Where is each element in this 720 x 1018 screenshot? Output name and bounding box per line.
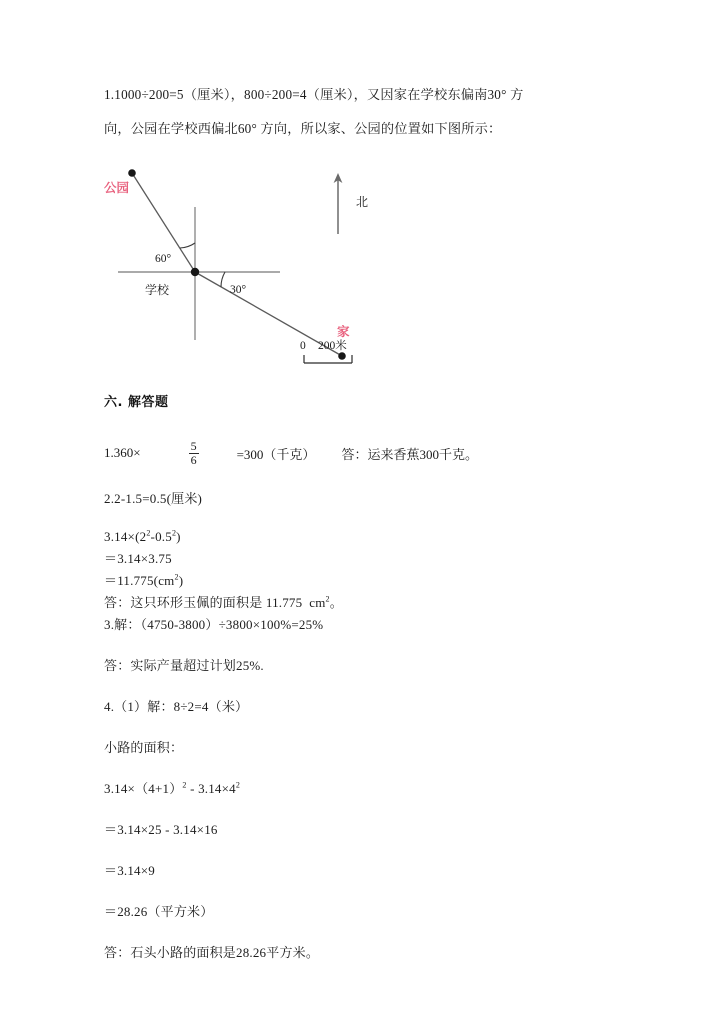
superscript-two-b: 2 [171,528,177,538]
problem-2b-line-2: ＝3.14×3.75 [104,551,172,567]
problem-1-answer: 答：运来香蕉300千克。 [341,446,478,462]
problem-4-line-4: ＝3.14×25 - 3.14×16 [104,822,218,838]
direction-bearing-diagram [104,160,404,365]
point-school [191,268,199,276]
superscript-two-d: 2 [325,594,330,604]
problem-2b-line-3 [104,570,624,589]
angle-arc-60 [180,243,195,248]
p2b-ans-b: 。 [329,595,343,611]
p2b-l1-c: ) [176,529,181,545]
superscript-two-c: 2 [174,572,179,582]
problem-1-line [104,440,624,466]
problem-2b-answer [104,592,624,611]
problem-1-prefix: 1.360× [104,445,141,461]
problem-4-line-5: ＝3.14×9 [104,863,155,879]
fraction-5-6 [189,440,199,466]
p2b-ans-a: 答：这只环形玉佩的面积是 11.775 cm [104,595,326,611]
label-home: 家 [337,324,350,339]
point-park [128,169,136,177]
problem-4-line-3 [104,778,624,797]
p2b-l1-b: -0.5 [150,529,172,545]
answer-1-line-2: 向，公园在学校西偏北60° 方向，所以家、公园的位置如下图所示： [104,121,502,136]
problem-3-line-1: 3.解：（4750-3800）÷3800×100%=25% [104,617,324,633]
problem-4-answer: 答：石头小路的面积是28.26平方米。 [104,945,320,961]
superscript-two-a: 2 [146,528,151,538]
label-north: 北 [356,195,369,209]
angle-arc-30 [221,272,225,287]
problem-1-result: =300（千克） [236,446,316,462]
p2b-l3-a: ＝11.775(cm [104,573,175,589]
superscript-two-e: 2 [182,780,187,790]
label-angle-30: 30° [230,284,247,296]
problem-2-line-1: 2.2-1.5=0.5(厘米) [104,491,203,507]
label-school: 学校 [145,283,170,297]
superscript-two-f: 2 [235,780,241,790]
scale-label-value: 200米 [318,340,347,352]
problem-2b-line-1 [104,529,624,545]
problem-4-line-6: ＝28.26（平方米） [104,904,214,920]
answer-1-line-1: 1.1000÷200=5（厘米），800÷200=4（厘米），又因家在学校东偏南30° 方 [104,87,524,102]
problem-3-answer: 答：实际产量超过计划25%. [104,658,264,674]
scale-bar-group [300,335,420,371]
problem-4-line-2: 小路的面积： [104,740,184,756]
page-content [104,78,624,961]
fraction-denominator: 6 [190,452,197,467]
p4-l3-a: 3.14×（4+1） [104,781,183,797]
p4-l3-b: - 3.14×4 [186,781,236,797]
label-angle-60: 60° [155,253,172,265]
p2b-l1-a: 3.14×(2 [104,529,147,545]
problem-4-line-1: 4.（1）解：8÷2=4（米） [104,699,249,715]
label-park: 公园 [104,180,130,195]
section-heading: 六. 解答题 [104,395,169,410]
fraction-numerator: 5 [190,439,197,453]
p2b-l3-close: ) [178,573,184,589]
scale-label-zero: 0 [300,340,306,352]
